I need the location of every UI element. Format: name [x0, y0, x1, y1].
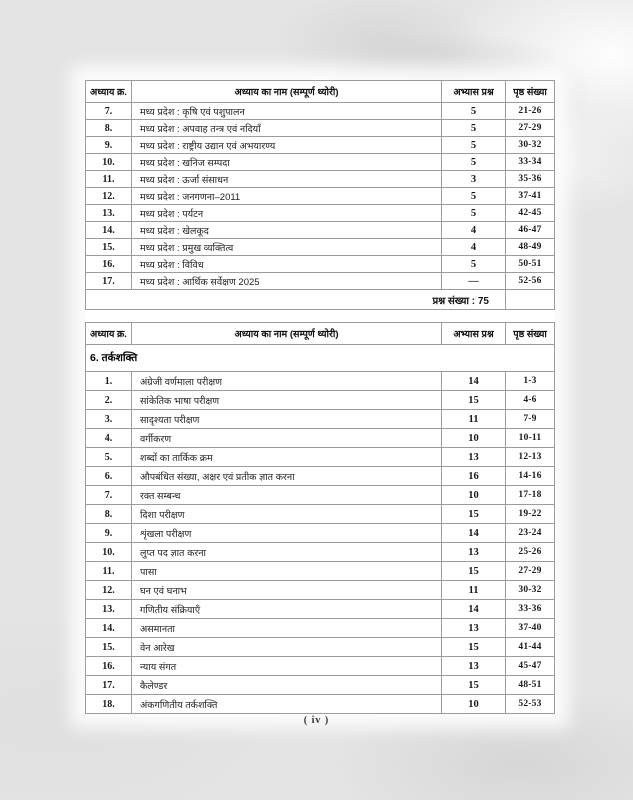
table-row — [86, 638, 555, 657]
cell-questions: 15 — [442, 638, 506, 657]
table-row — [86, 543, 555, 562]
table-row — [86, 524, 555, 543]
cell-name: मध्य प्रदेश : जनगणना–2011 — [132, 188, 442, 205]
cell-num: 14. — [86, 619, 132, 638]
table-row — [86, 486, 555, 505]
table-row — [86, 120, 555, 137]
cell-pages: 19-22 — [506, 505, 555, 524]
cell-questions: 10 — [442, 429, 506, 448]
table-row — [86, 410, 555, 429]
cell-questions: 15 — [442, 391, 506, 410]
table-row — [86, 171, 555, 188]
cell-pages: 41-44 — [506, 638, 555, 657]
cell-num: 6. — [86, 467, 132, 486]
cell-name: गणितीय संक्रियाएँ — [132, 600, 442, 619]
cell-pages: 46-47 — [506, 222, 555, 239]
cell-name: मध्य प्रदेश : राष्ट्रीय उद्यान एवं अभयारण्य — [132, 137, 442, 154]
cell-num: 7. — [86, 486, 132, 505]
cell-questions: 11 — [442, 581, 506, 600]
cell-pages: 37-40 — [506, 619, 555, 638]
cell-name: अंकगणितीय तर्कशक्ति — [132, 695, 442, 714]
cell-name: मध्य प्रदेश : आर्थिक सर्वेक्षण 2025 — [132, 273, 442, 290]
table-row — [86, 256, 555, 273]
cell-questions: 13 — [442, 448, 506, 467]
cell-name: कैलेण्डर — [132, 676, 442, 695]
cell-name: मध्य प्रदेश : खेलकूद — [132, 222, 442, 239]
table-row — [86, 467, 555, 486]
header-chapter-name: अध्याय का नाम (सम्पूर्ण थ्योरी) — [132, 323, 442, 345]
cell-name: वर्गीकरण — [132, 429, 442, 448]
cell-questions: 5 — [442, 205, 506, 222]
table-row — [86, 448, 555, 467]
section-heading-row — [86, 345, 555, 372]
cell-questions: 13 — [442, 543, 506, 562]
table-row — [86, 695, 555, 714]
cell-num: 12. — [86, 188, 132, 205]
table-row — [86, 154, 555, 171]
cell-num: 10. — [86, 154, 132, 171]
cell-name: मध्य प्रदेश : विविध — [132, 256, 442, 273]
header-chapter-name: अध्याय का नाम (सम्पूर्ण थ्योरी) — [132, 81, 442, 103]
header-page-numbers: पृष्ठ संख्या — [506, 81, 555, 103]
cell-questions: — — [442, 273, 506, 290]
cell-name: असमानता — [132, 619, 442, 638]
section-title: 6. तर्कशक्ति — [86, 345, 555, 372]
header-page-numbers: पृष्ठ संख्या — [506, 323, 555, 345]
cell-pages: 23-24 — [506, 524, 555, 543]
cell-num: 8. — [86, 120, 132, 137]
table-gap — [85, 310, 555, 322]
question-total-row — [86, 290, 555, 310]
cell-name: शृंखला परीक्षण — [132, 524, 442, 543]
cell-num: 13. — [86, 600, 132, 619]
cell-questions: 4 — [442, 239, 506, 256]
cell-num: 15. — [86, 239, 132, 256]
cell-name: वेन आरेख — [132, 638, 442, 657]
question-total-label: प्रश्न संख्या : 75 — [86, 290, 506, 310]
table-row — [86, 188, 555, 205]
cell-pages: 42-45 — [506, 205, 555, 222]
table-row — [86, 676, 555, 695]
cell-pages: 30-32 — [506, 137, 555, 154]
cell-questions: 5 — [442, 154, 506, 171]
cell-questions: 4 — [442, 222, 506, 239]
cell-name: न्याय संगत — [132, 657, 442, 676]
cell-num: 1. — [86, 372, 132, 391]
table-header-row — [86, 323, 555, 345]
cell-pages: 37-41 — [506, 188, 555, 205]
cell-num: 7. — [86, 103, 132, 120]
table-row — [86, 581, 555, 600]
cell-questions: 10 — [442, 695, 506, 714]
cell-pages: 33-36 — [506, 600, 555, 619]
cell-name: रक्त सम्बन्ध — [132, 486, 442, 505]
cell-pages: 27-29 — [506, 562, 555, 581]
cell-questions: 15 — [442, 562, 506, 581]
cell-questions: 15 — [442, 505, 506, 524]
cell-name: घन एवं घनाभ — [132, 581, 442, 600]
header-chapter-number: अध्याय क्र. — [86, 81, 132, 103]
cell-questions: 5 — [442, 120, 506, 137]
table-row — [86, 137, 555, 154]
cell-pages: 48-49 — [506, 239, 555, 256]
cell-questions: 15 — [442, 676, 506, 695]
cell-pages: 35-36 — [506, 171, 555, 188]
cell-num: 9. — [86, 137, 132, 154]
cell-num: 11. — [86, 171, 132, 188]
cell-num: 8. — [86, 505, 132, 524]
cell-name: मध्य प्रदेश : ऊर्जा संसाधन — [132, 171, 442, 188]
header-practice-questions: अभ्यास प्रश्न — [442, 323, 506, 345]
cell-num: 14. — [86, 222, 132, 239]
table-row — [86, 619, 555, 638]
cell-name: औपबंधित संख्या, अक्षर एवं प्रतीक ज्ञात करना — [132, 467, 442, 486]
cell-name: दिशा परीक्षण — [132, 505, 442, 524]
table-header-row — [86, 81, 555, 103]
cell-name: अंग्रेजी वर्णमाला परीक्षण — [132, 372, 442, 391]
cell-pages: 14-16 — [506, 467, 555, 486]
cell-name: सांकेतिक भाषा परीक्षण — [132, 391, 442, 410]
cell-name: मध्य प्रदेश : खनिज सम्पदा — [132, 154, 442, 171]
cell-name: पासा — [132, 562, 442, 581]
cell-num: 15. — [86, 638, 132, 657]
cell-name: मध्य प्रदेश : अपवाह तन्त्र एवं नदियाँ — [132, 120, 442, 137]
cell-num: 4. — [86, 429, 132, 448]
cell-questions: 11 — [442, 410, 506, 429]
cell-num: 18. — [86, 695, 132, 714]
cell-pages: 1-3 — [506, 372, 555, 391]
cell-questions: 5 — [442, 256, 506, 273]
table-row — [86, 600, 555, 619]
table-row — [86, 372, 555, 391]
cell-pages: 4-6 — [506, 391, 555, 410]
cell-num: 10. — [86, 543, 132, 562]
cell-pages: 48-51 — [506, 676, 555, 695]
cell-questions: 14 — [442, 372, 506, 391]
header-practice-questions: अभ्यास प्रश्न — [442, 81, 506, 103]
table-row — [86, 562, 555, 581]
cell-name: लुप्त पद ज्ञात करना — [132, 543, 442, 562]
cell-questions: 14 — [442, 524, 506, 543]
cell-questions: 14 — [442, 600, 506, 619]
cell-num: 16. — [86, 256, 132, 273]
cell-pages: 25-26 — [506, 543, 555, 562]
page-number: ( iv ) — [303, 715, 330, 726]
table-row — [86, 657, 555, 676]
cell-pages: 10-11 — [506, 429, 555, 448]
table-row — [86, 205, 555, 222]
cell-pages: 52-56 — [506, 273, 555, 290]
cell-questions: 13 — [442, 619, 506, 638]
header-chapter-number: अध्याय क्र. — [86, 323, 132, 345]
cell-num: 12. — [86, 581, 132, 600]
cell-name: मध्य प्रदेश : कृषि एवं पशुपालन — [132, 103, 442, 120]
cell-num: 17. — [86, 273, 132, 290]
cell-questions: 3 — [442, 171, 506, 188]
table-row — [86, 103, 555, 120]
table-row — [86, 391, 555, 410]
cell-pages: 12-13 — [506, 448, 555, 467]
cell-num: 11. — [86, 562, 132, 581]
cell-num: 16. — [86, 657, 132, 676]
table-row — [86, 239, 555, 256]
cell-pages: 21-26 — [506, 103, 555, 120]
cell-pages: 52-53 — [506, 695, 555, 714]
cell-name: मध्य प्रदेश : पर्यटन — [132, 205, 442, 222]
cell-name: सादृश्यता परीक्षण — [132, 410, 442, 429]
cell-pages: 50-51 — [506, 256, 555, 273]
cell-questions: 5 — [442, 188, 506, 205]
table-row — [86, 273, 555, 290]
cell-name: मध्य प्रदेश : प्रमुख व्यक्तित्व — [132, 239, 442, 256]
cell-questions: 5 — [442, 103, 506, 120]
cell-questions: 16 — [442, 467, 506, 486]
table-row — [86, 505, 555, 524]
cell-num: 5. — [86, 448, 132, 467]
table-row — [86, 429, 555, 448]
empty-cell — [506, 290, 555, 310]
cell-name: शब्दों का तार्किक क्रम — [132, 448, 442, 467]
cell-pages: 7-9 — [506, 410, 555, 429]
cell-num: 13. — [86, 205, 132, 222]
cell-num: 2. — [86, 391, 132, 410]
cell-pages: 27-29 — [506, 120, 555, 137]
cell-questions: 5 — [442, 137, 506, 154]
scanned-page-content — [85, 80, 555, 714]
cell-questions: 10 — [442, 486, 506, 505]
cell-pages: 45-47 — [506, 657, 555, 676]
toc-table-reasoning — [85, 322, 555, 714]
toc-table-madhya-pradesh — [85, 80, 555, 310]
cell-num: 17. — [86, 676, 132, 695]
cell-pages: 30-32 — [506, 581, 555, 600]
cell-questions: 13 — [442, 657, 506, 676]
cell-num: 9. — [86, 524, 132, 543]
cell-pages: 33-34 — [506, 154, 555, 171]
cell-pages: 17-18 — [506, 486, 555, 505]
cell-num: 3. — [86, 410, 132, 429]
table-row — [86, 222, 555, 239]
